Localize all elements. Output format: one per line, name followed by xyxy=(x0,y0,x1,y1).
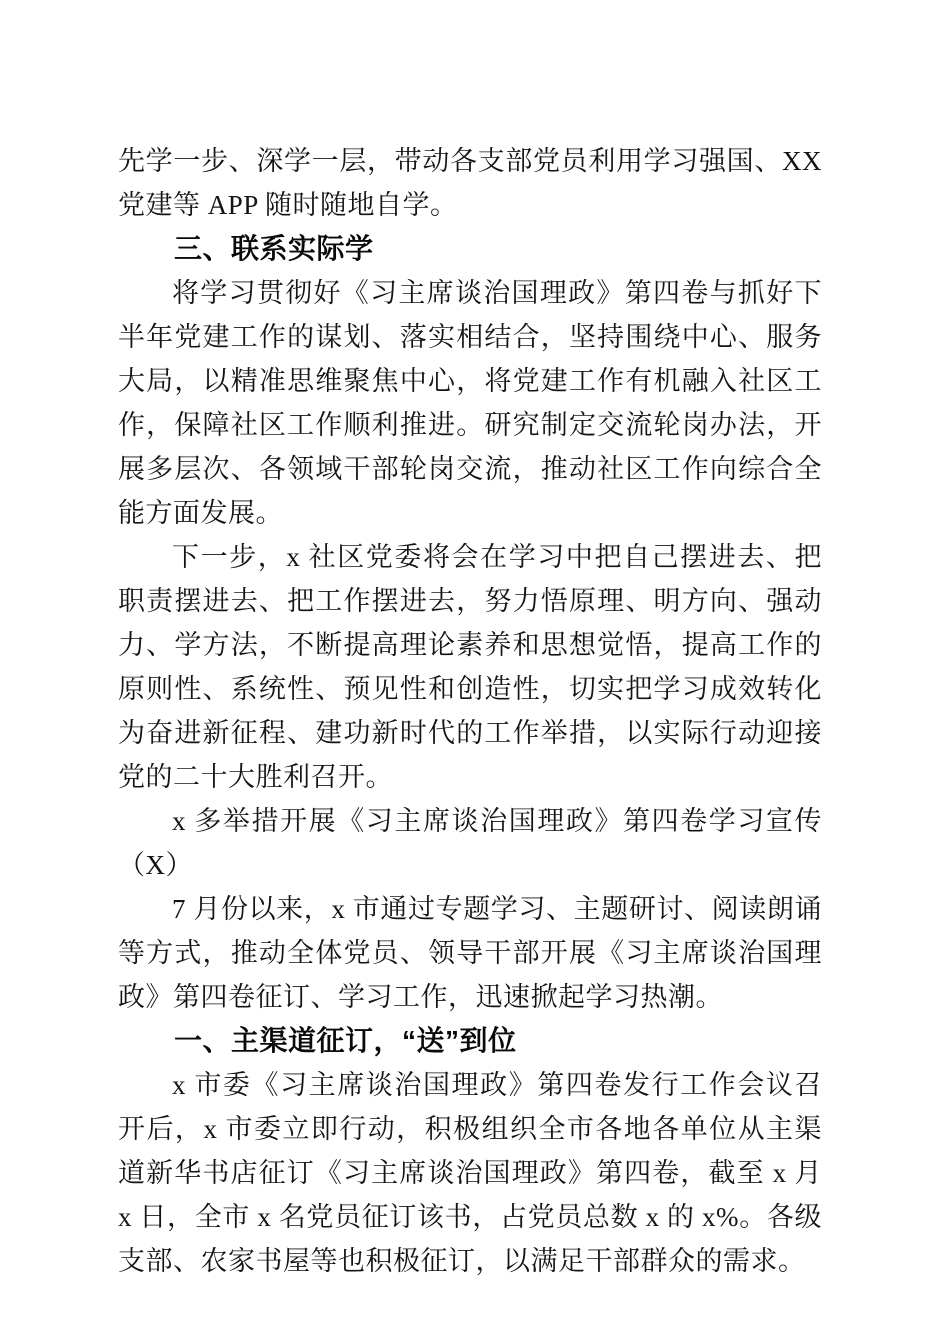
paragraph: 将学习贯彻好《习主席谈治国理政》第四卷与抓好下半年党建工作的谋划、落实相结合，坚持围绕中心、服务大局，以精准思维聚焦中心，将党建工作有机融入社区工作，保障社区工作顺利推进。研究制定交流轮岗办法，开展多层次、各领域干部轮岗交流，推动社区工作向综合全能方面发展。 xyxy=(118,278,822,528)
section-heading-lianxi-shiji-xue: 三、联系实际学 xyxy=(174,233,374,264)
paragraph: 7 月份以来，x 市通过专题学习、主题研讨、阅读朗诵等方式，推动全体党员、领导干部开展《习主席谈治国理政》第四卷征订、学习工作，迅速掀起学习热潮。 xyxy=(118,894,822,1012)
section-heading-zhuqudao-zhengding: 一、主渠道征订，“送”到位 xyxy=(174,1025,517,1056)
paragraph: 下一步，x 社区党委将会在学习中把自己摆进去、把职责摆进去、把工作摆进去，努力悟原理、明方向、强动力、学方法，不断提高理论素养和思想觉悟，提高工作的原则性、系统性、预见性和创造性，切实把学习成效转化为奋进新征程、建功新时代的工作举措，以实际行动迎接党的二十大胜利召开。 xyxy=(118,542,822,792)
paragraph: x 市委《习主席谈治国理政》第四卷发行工作会议召开后，x 市委立即行动，积极组织全市各地各单位从主渠道新华书店征订《习主席谈治国理政》第四卷，截至 x 月 x 日，全市 x 名党员征订该书，占党员总数 x 的 x%。各级支部、农家书屋等也积极征订，以满足干部群众的需求。 xyxy=(118,1070,822,1276)
paragraph-article-title: x 多举措开展《习主席谈治国理政》第四卷学习宣传（X） xyxy=(118,806,822,880)
paragraph-continued: 先学一步、深学一层，带动各支部党员利用学习强国、XX 党建等 APP 随时随地自学。 xyxy=(118,146,822,220)
